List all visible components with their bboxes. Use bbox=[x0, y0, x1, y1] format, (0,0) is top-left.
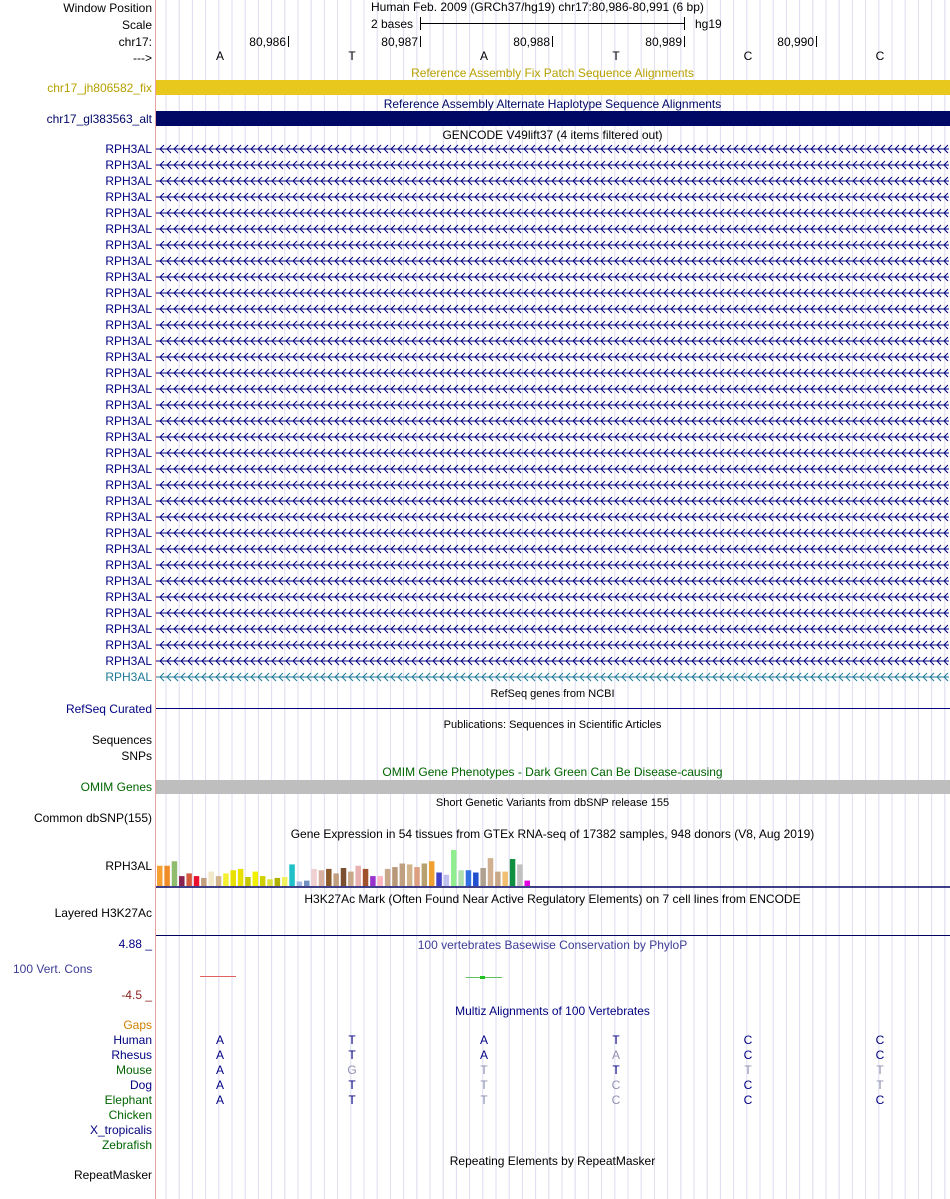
fix-patch-bar[interactable] bbox=[156, 80, 950, 95]
gtex-tissue-bar bbox=[488, 858, 494, 886]
phylop-positive-peak bbox=[480, 976, 485, 979]
multiz-aligned-base: G bbox=[347, 1063, 357, 1077]
ruler-tick bbox=[816, 36, 817, 47]
gencode-transcript-arrow[interactable] bbox=[156, 527, 949, 539]
multiz-aligned-base: C bbox=[875, 1093, 885, 1107]
gtex-tissue-bar bbox=[157, 866, 163, 886]
gencode-transcript-arrow[interactable] bbox=[156, 143, 949, 155]
phylop-title: 100 vertebrates Basewise Conservation by PhyloP bbox=[417, 938, 688, 952]
gtex-tissue-bar bbox=[510, 859, 516, 886]
gtex-tissue-bar bbox=[289, 864, 295, 886]
gtex-tissue-bar bbox=[231, 870, 237, 886]
gencode-transcript-arrow[interactable] bbox=[156, 639, 949, 651]
reference-base: A bbox=[215, 49, 224, 63]
multiz-aligned-base: C bbox=[743, 1093, 753, 1107]
gencode-transcript-arrow[interactable] bbox=[156, 591, 949, 603]
reference-base: C bbox=[743, 49, 753, 63]
gtex-title: Gene Expression in 54 tissues from GTEx RNA-seq of 17382 samples, 948 donors (V8, Aug 2019) bbox=[290, 827, 815, 841]
gtex-tissue-bar bbox=[201, 878, 207, 886]
ruler-tick bbox=[684, 36, 685, 47]
ruler-tick bbox=[552, 36, 553, 47]
gencode-transcript-label[interactable]: RPH3AL bbox=[105, 286, 152, 300]
gtex-tissue-bar bbox=[466, 870, 472, 886]
refseq-label[interactable]: RefSeq Curated bbox=[65, 702, 152, 716]
multiz-aligned-base: A bbox=[215, 1078, 224, 1092]
gencode-transcript-label[interactable]: RPH3AL bbox=[105, 558, 152, 572]
gencode-transcript-label[interactable]: RPH3AL bbox=[105, 270, 152, 284]
gencode-transcript-arrow[interactable] bbox=[156, 431, 949, 443]
omim-bar[interactable] bbox=[156, 780, 950, 794]
gtex-tissue-bar bbox=[392, 867, 398, 886]
ruler-position-label: 80,986 bbox=[249, 35, 286, 49]
gencode-transcript-label[interactable]: RPH3AL bbox=[105, 398, 152, 412]
gencode-transcript-label[interactable]: RPH3AL bbox=[105, 302, 152, 316]
fix-patch-label[interactable]: chr17_jh806582_fix bbox=[47, 81, 152, 95]
gencode-transcript-label[interactable]: RPH3AL bbox=[105, 654, 152, 668]
gtex-label[interactable]: RPH3AL bbox=[105, 859, 152, 873]
gtex-tissue-bar bbox=[407, 864, 413, 886]
gencode-transcript-label[interactable]: RPH3AL bbox=[105, 606, 152, 620]
gencode-transcript-label[interactable]: RPH3AL bbox=[105, 158, 152, 172]
gencode-transcript-arrow[interactable] bbox=[156, 607, 949, 619]
gencode-transcript-arrow[interactable] bbox=[156, 159, 949, 171]
gtex-tissue-bar bbox=[245, 877, 251, 886]
gencode-transcript-arrow[interactable] bbox=[156, 255, 949, 267]
h3k27ac-title: H3K27Ac Mark (Often Found Near Active Regulatory Elements) on 7 cell lines from ENCODE bbox=[304, 892, 801, 906]
gtex-tissue-bar bbox=[348, 872, 354, 886]
gtex-tissue-bar bbox=[341, 868, 347, 886]
gencode-transcript-arrow[interactable] bbox=[156, 175, 949, 187]
multiz-aligned-base: T bbox=[348, 1033, 356, 1047]
gencode-transcript-arrow[interactable] bbox=[156, 543, 949, 555]
gencode-transcript-label[interactable]: RPH3AL bbox=[105, 526, 152, 540]
gencode-transcript-arrow[interactable] bbox=[156, 559, 949, 571]
scale-label: Scale bbox=[121, 18, 152, 32]
gencode-transcript-label[interactable]: RPH3AL bbox=[105, 334, 152, 348]
gencode-transcript-label[interactable]: RPH3AL bbox=[105, 510, 152, 524]
multiz-aligned-base: A bbox=[215, 1093, 224, 1107]
refseq-title: RefSeq genes from NCBI bbox=[490, 688, 615, 700]
pubs-snps-label[interactable]: SNPs bbox=[121, 749, 152, 763]
gencode-transcript-arrow[interactable] bbox=[156, 399, 949, 411]
gtex-tissue-bar bbox=[304, 881, 310, 886]
gtex-tissue-bar bbox=[473, 873, 479, 887]
multiz-aligned-base: T bbox=[612, 1063, 620, 1077]
dbsnp-title: Short Genetic Variants from dbSNP release 155 bbox=[435, 797, 670, 809]
ruler-tick bbox=[420, 36, 421, 47]
gtex-tissue-bar bbox=[267, 879, 273, 886]
gtex-bar-chart[interactable] bbox=[156, 842, 950, 888]
alt-haplo-title: Reference Assembly Alternate Haplotype Sequence Alignments bbox=[383, 97, 722, 111]
reference-base: T bbox=[612, 49, 620, 63]
multiz-species-label[interactable]: Chicken bbox=[108, 1108, 152, 1122]
gencode-transcript-arrow[interactable] bbox=[156, 655, 949, 667]
strand-label: ---> bbox=[133, 51, 152, 65]
chrom-label: chr17: bbox=[118, 35, 152, 49]
gtex-tissue-bar bbox=[297, 882, 303, 887]
multiz-aligned-base: T bbox=[348, 1048, 356, 1062]
gtex-tissue-bar bbox=[363, 869, 369, 886]
gencode-transcript-label[interactable]: RPH3AL bbox=[105, 414, 152, 428]
gtex-tissue-bar bbox=[216, 876, 222, 886]
multiz-aligned-base: C bbox=[743, 1033, 753, 1047]
multiz-aligned-base: T bbox=[480, 1093, 488, 1107]
gtex-tissue-bar bbox=[238, 869, 244, 886]
gtex-tissue-bar bbox=[444, 875, 450, 886]
multiz-aligned-base: A bbox=[479, 1048, 488, 1062]
multiz-species-label[interactable]: Dog bbox=[129, 1078, 152, 1092]
gtex-tissue-bar bbox=[517, 864, 523, 886]
ruler-position-label: 80,990 bbox=[777, 35, 814, 49]
assembly-title: Human Feb. 2009 (GRCh37/hg19) chr17:80,986-80,991 (6 bp) bbox=[371, 0, 704, 14]
multiz-aligned-base: T bbox=[480, 1063, 488, 1077]
multiz-aligned-base: C bbox=[743, 1048, 753, 1062]
gtex-tissue-bar bbox=[260, 876, 266, 886]
gtex-tissue-bar bbox=[525, 881, 531, 886]
gtex-tissue-bar bbox=[385, 869, 391, 886]
gencode-transcript-label[interactable]: RPH3AL bbox=[105, 462, 152, 476]
gencode-transcript-arrow[interactable] bbox=[156, 511, 949, 523]
gencode-transcript-arrow[interactable] bbox=[156, 223, 949, 235]
gtex-tissue-bar bbox=[223, 873, 229, 886]
gencode-transcript-label[interactable]: RPH3AL bbox=[105, 622, 152, 636]
gencode-transcript-arrow[interactable] bbox=[156, 367, 949, 379]
gencode-transcript-label[interactable]: RPH3AL bbox=[105, 366, 152, 380]
refseq-line[interactable] bbox=[156, 708, 950, 709]
multiz-aligned-base: C bbox=[611, 1078, 621, 1092]
gencode-transcript-label[interactable]: RPH3AL bbox=[105, 574, 152, 588]
omim-label[interactable]: OMIM Genes bbox=[80, 780, 152, 794]
multiz-species-label[interactable]: Human bbox=[113, 1033, 152, 1047]
multiz-aligned-base: T bbox=[876, 1063, 884, 1077]
gencode-transcript-arrow[interactable] bbox=[156, 623, 949, 635]
ruler-position-label: 80,989 bbox=[645, 35, 682, 49]
multiz-aligned-base: C bbox=[875, 1048, 885, 1062]
gencode-transcript-label[interactable]: RPH3AL bbox=[105, 590, 152, 604]
gencode-transcript-label[interactable]: RPH3AL bbox=[105, 350, 152, 364]
gencode-transcript-arrow[interactable] bbox=[156, 319, 949, 331]
h3k27ac-label[interactable]: Layered H3K27Ac bbox=[54, 906, 152, 920]
multiz-aligned-base: T bbox=[348, 1093, 356, 1107]
multiz-species-label[interactable]: Elephant bbox=[104, 1093, 152, 1107]
gencode-transcript-arrow[interactable] bbox=[156, 207, 949, 219]
alt-haplo-label[interactable]: chr17_gl383563_alt bbox=[46, 112, 152, 126]
gencode-transcript-label[interactable]: RPH3AL bbox=[105, 670, 152, 684]
gencode-transcript-arrow[interactable] bbox=[156, 239, 949, 251]
gtex-tissue-bar bbox=[333, 873, 339, 886]
pubs-sequences-label[interactable]: Sequences bbox=[91, 733, 152, 747]
gencode-transcript-label[interactable]: RPH3AL bbox=[105, 142, 152, 156]
phylop-max-label: 4.88 _ bbox=[118, 937, 152, 951]
gtex-tissue-bar bbox=[194, 876, 200, 886]
gencode-transcript-arrow[interactable] bbox=[156, 479, 949, 491]
dbsnp-label[interactable]: Common dbSNP(155) bbox=[33, 811, 152, 825]
multiz-aligned-base: A bbox=[479, 1033, 488, 1047]
multiz-aligned-base: A bbox=[611, 1048, 620, 1062]
gtex-tissue-bar bbox=[319, 870, 325, 886]
ruler-tick bbox=[288, 36, 289, 47]
multiz-aligned-base: C bbox=[743, 1078, 753, 1092]
gtex-tissue-bar bbox=[400, 864, 406, 887]
gtex-tissue-bar bbox=[378, 876, 384, 886]
gencode-transcript-arrow[interactable] bbox=[156, 447, 949, 459]
multiz-species-label[interactable]: Rhesus bbox=[111, 1048, 152, 1062]
window-position-label: Window Position bbox=[63, 1, 152, 15]
gtex-tissue-bar bbox=[355, 866, 361, 886]
multiz-aligned-base: T bbox=[348, 1078, 356, 1092]
gtex-tissue-bar bbox=[422, 864, 428, 887]
gencode-title: GENCODE V49lift37 (4 items filtered out) bbox=[442, 128, 663, 142]
gencode-transcript-arrow[interactable] bbox=[156, 335, 949, 347]
alt-haplo-bar[interactable] bbox=[156, 111, 950, 126]
gtex-tissue-bar bbox=[436, 873, 442, 887]
scale-db-label: hg19 bbox=[695, 17, 722, 31]
scale-bar-text: 2 bases bbox=[371, 17, 414, 31]
gencode-transcript-label[interactable]: RPH3AL bbox=[105, 446, 152, 460]
reference-base: A bbox=[479, 49, 488, 63]
scale-bar-left-tick bbox=[420, 17, 421, 30]
gencode-transcript-arrow[interactable] bbox=[156, 415, 949, 427]
gtex-tissue-bar bbox=[370, 876, 376, 886]
gtex-tissue-bar bbox=[480, 868, 486, 886]
multiz-species-label[interactable]: Mouse bbox=[115, 1063, 152, 1077]
multiz-aligned-base: C bbox=[875, 1033, 885, 1047]
multiz-gaps-label[interactable]: Gaps bbox=[123, 1018, 152, 1032]
multiz-species-label[interactable]: X_tropicalis bbox=[89, 1123, 152, 1137]
gtex-tissue-bar bbox=[179, 876, 185, 886]
gencode-transcript-arrow[interactable] bbox=[156, 287, 949, 299]
gtex-tissue-bar bbox=[186, 873, 192, 886]
gtex-tissue-bar bbox=[275, 878, 281, 886]
phylop-negative-mark bbox=[200, 976, 236, 977]
gencode-transcript-arrow[interactable] bbox=[156, 271, 949, 283]
gtex-tissue-bar bbox=[429, 861, 435, 886]
gtex-tissue-bar bbox=[414, 867, 420, 886]
scale-bar-right-tick bbox=[684, 17, 685, 30]
gencode-transcript-arrow[interactable] bbox=[156, 495, 949, 507]
multiz-aligned-base: T bbox=[744, 1063, 752, 1077]
ruler-position-label: 80,987 bbox=[381, 35, 418, 49]
gtex-tissue-bar bbox=[164, 866, 170, 886]
omim-title: OMIM Gene Phenotypes - Dark Green Can Be Disease-causing bbox=[382, 765, 723, 779]
gtex-tissue-bar bbox=[282, 877, 288, 886]
gencode-transcript-arrow[interactable] bbox=[156, 383, 949, 395]
gencode-transcript-label[interactable]: RPH3AL bbox=[105, 190, 152, 204]
multiz-aligned-base: T bbox=[480, 1078, 488, 1092]
gtex-tissue-bar bbox=[172, 861, 178, 886]
multiz-aligned-base: C bbox=[611, 1093, 621, 1107]
gencode-transcript-label[interactable]: RPH3AL bbox=[105, 206, 152, 220]
ruler-position-label: 80,988 bbox=[513, 35, 550, 49]
gencode-transcript-arrow[interactable] bbox=[156, 671, 949, 683]
gencode-transcript-label[interactable]: RPH3AL bbox=[105, 638, 152, 652]
gencode-transcript-label[interactable]: RPH3AL bbox=[105, 174, 152, 188]
gencode-transcript-label[interactable]: RPH3AL bbox=[105, 542, 152, 556]
gencode-transcript-label[interactable]: RPH3AL bbox=[105, 222, 152, 236]
gencode-transcript-arrow[interactable] bbox=[156, 575, 949, 587]
repeatmasker-title: Repeating Elements by RepeatMasker bbox=[449, 1154, 656, 1168]
repeatmasker-label[interactable]: RepeatMasker bbox=[73, 1168, 152, 1182]
phylop-label[interactable]: 100 Vert. Cons bbox=[13, 962, 93, 976]
h3k27ac-baseline bbox=[156, 935, 950, 936]
multiz-aligned-base: T bbox=[876, 1078, 884, 1092]
multiz-aligned-base: A bbox=[215, 1063, 224, 1077]
gencode-transcript-arrow[interactable] bbox=[156, 191, 949, 203]
gencode-transcript-label[interactable]: RPH3AL bbox=[105, 318, 152, 332]
gencode-transcript-label[interactable]: RPH3AL bbox=[105, 238, 152, 252]
gtex-tissue-bar bbox=[458, 870, 464, 886]
gtex-tissue-bar bbox=[253, 872, 258, 886]
gtex-tissue-bar bbox=[502, 872, 508, 886]
gtex-tissue-bar bbox=[326, 869, 332, 886]
phylop-min-label: -4.5 _ bbox=[121, 988, 152, 1002]
gtex-tissue-bar bbox=[208, 872, 214, 886]
gencode-transcript-arrow[interactable] bbox=[156, 303, 949, 315]
multiz-aligned-base: T bbox=[612, 1033, 620, 1047]
multiz-title: Multiz Alignments of 100 Vertebrates bbox=[455, 1004, 650, 1018]
fix-patch-title: Reference Assembly Fix Patch Sequence Alignments bbox=[411, 66, 694, 80]
reference-base: C bbox=[875, 49, 885, 63]
gencode-transcript-arrow[interactable] bbox=[156, 351, 949, 363]
scale-bar bbox=[420, 23, 685, 24]
gencode-transcript-label[interactable]: RPH3AL bbox=[105, 254, 152, 268]
gtex-tissue-bar bbox=[495, 872, 501, 886]
gencode-transcript-label[interactable]: RPH3AL bbox=[105, 430, 152, 444]
gencode-transcript-label[interactable]: RPH3AL bbox=[105, 494, 152, 508]
gencode-transcript-label[interactable]: RPH3AL bbox=[105, 478, 152, 492]
reference-base: T bbox=[348, 49, 356, 63]
gtex-tissue-bar bbox=[451, 850, 457, 886]
pubs-title: Publications: Sequences in Scientific Articles bbox=[443, 719, 662, 731]
gtex-tissue-bar bbox=[311, 869, 317, 886]
multiz-aligned-base: A bbox=[215, 1033, 224, 1047]
multiz-aligned-base: A bbox=[215, 1048, 224, 1062]
gencode-transcript-arrow[interactable] bbox=[156, 463, 949, 475]
multiz-species-label[interactable]: Zebrafish bbox=[101, 1138, 152, 1152]
gencode-transcript-label[interactable]: RPH3AL bbox=[105, 382, 152, 396]
